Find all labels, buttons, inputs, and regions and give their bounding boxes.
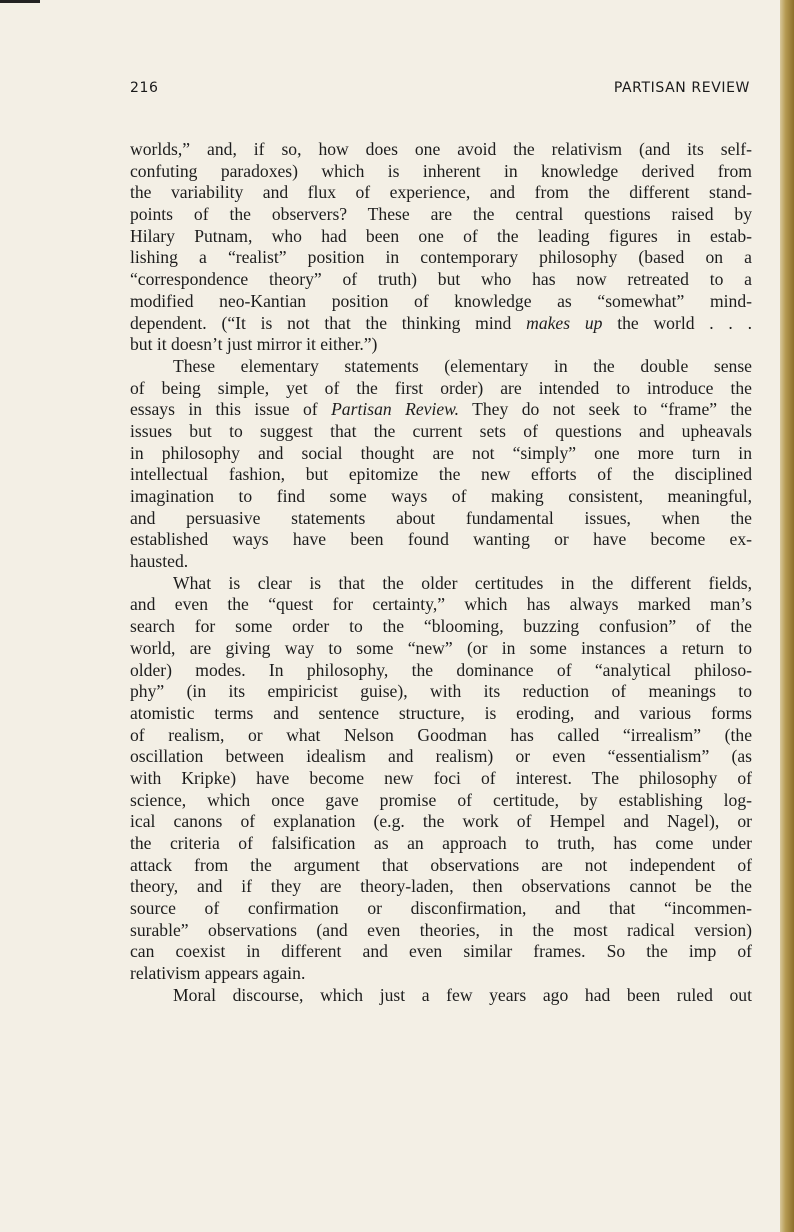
text-line: hausted. — [130, 551, 189, 572]
page-header — [130, 80, 750, 102]
page-number: 216 — [130, 80, 159, 96]
text-line: attack from the argument that observations are not independent of — [130, 854, 752, 875]
text-line: ical canons of explanation (e.g. the work of Hempel and Nagel), or — [130, 811, 752, 832]
text-line: modified neo-Kantian position of knowledge as “somewhat” mind- — [130, 290, 752, 311]
text-line: oscillation between idealism and realism) or even “essentialism” (as — [130, 746, 752, 767]
text-segment: the world . . . — [602, 312, 752, 333]
text-line: of realism, or what Nelson Goodman has called “irrealism” (the — [130, 724, 752, 745]
text-line: points of the observers? These are the central questions raised by — [130, 204, 752, 225]
text-line: issues but to suggest that the current sets of questions and upheavals — [130, 420, 752, 441]
text-line: worlds,” and, if so, how does one avoid the relativism (and its self- — [130, 139, 752, 159]
text-line: atomistic terms and sentence structure, is eroding, and various forms — [130, 702, 752, 723]
text-segment: essays in this issue of — [130, 399, 332, 420]
text-line: source of confirmation or disconfirmation, and that “incommen- — [130, 898, 752, 919]
text-line — [130, 313, 752, 335]
text-line: Moral discourse, which just a few years ago had been ruled out — [173, 984, 752, 1005]
text-segment: dependent. (“It is not that the thinking mind — [130, 312, 527, 333]
text-line: relativism appears again. — [130, 963, 306, 984]
text-line: Hilary Putnam, who had been one of the leading figures in estab- — [130, 225, 752, 246]
text-line: in philosophy and social thought are not “simply” one more turn in — [130, 442, 752, 463]
text-line: and even the “quest for certainty,” which has always marked man’s — [130, 594, 752, 615]
text-line: What is clear is that the older certitudes in the different fields, — [173, 572, 752, 593]
italic-title: makes up — [526, 312, 603, 333]
running-head: PARTISAN REVIEW — [613, 80, 750, 96]
text-line: the variability and flux of experience, and from the different stand- — [130, 182, 752, 203]
text-line: search for some order to the “blooming, buzzing confusion” of the — [130, 616, 752, 637]
text-line: with Kripke) have become new foci of interest. The philosophy of — [130, 767, 752, 788]
text-line: science, which once gave promise of certitude, by establishing log- — [130, 789, 752, 810]
italic-title: Partisan Review. — [331, 399, 459, 420]
text-line: of being simple, yet of the first order) are intended to introduce the — [130, 377, 752, 398]
scan-corner-mark — [0, 0, 40, 3]
text-line: but it doesn’t just mirror it either.”) — [130, 334, 378, 355]
text-line: imagination to find some ways of making consistent, meaningful, — [130, 486, 752, 506]
text-line: phy” (in its empiricist guise), with its reduction of meanings to — [130, 681, 752, 702]
text-line: older) modes. In philosophy, the dominance of “analytical philoso- — [130, 659, 752, 680]
text-segment: They do not seek to “frame” the — [459, 399, 752, 420]
text-line: “correspondence theory” of truth) but who has now retreated to a — [130, 269, 752, 290]
text-line: lishing a “realist” position in contemporary philosophy (based on a — [130, 247, 752, 268]
text-line: can coexist in different and even similar frames. So the imp of — [130, 941, 752, 962]
text-line: world, are giving way to some “new” (or in some instances a return to — [130, 637, 752, 658]
text-line: established ways have been found wanting or have become ex- — [130, 529, 752, 550]
text-line: intellectual fashion, but epitomize the new efforts of the disciplined — [130, 464, 752, 485]
text-line — [130, 399, 752, 421]
text-line: the criteria of falsification as an approach to truth, has come under — [130, 833, 752, 853]
text-line: These elementary statements (elementary in the double sense — [173, 355, 752, 376]
text-line: theory, and if they are theory-laden, then observations cannot be the — [130, 876, 752, 897]
body-text — [130, 139, 752, 1007]
text-line: and persuasive statements about fundamental issues, when the — [130, 507, 752, 528]
text-line: confuting paradoxes) which is inherent in knowledge derived from — [130, 160, 752, 181]
page-edge-shadow — [780, 0, 794, 1232]
text-line: surable” observations (and even theories, in the most radical version) — [130, 919, 752, 940]
